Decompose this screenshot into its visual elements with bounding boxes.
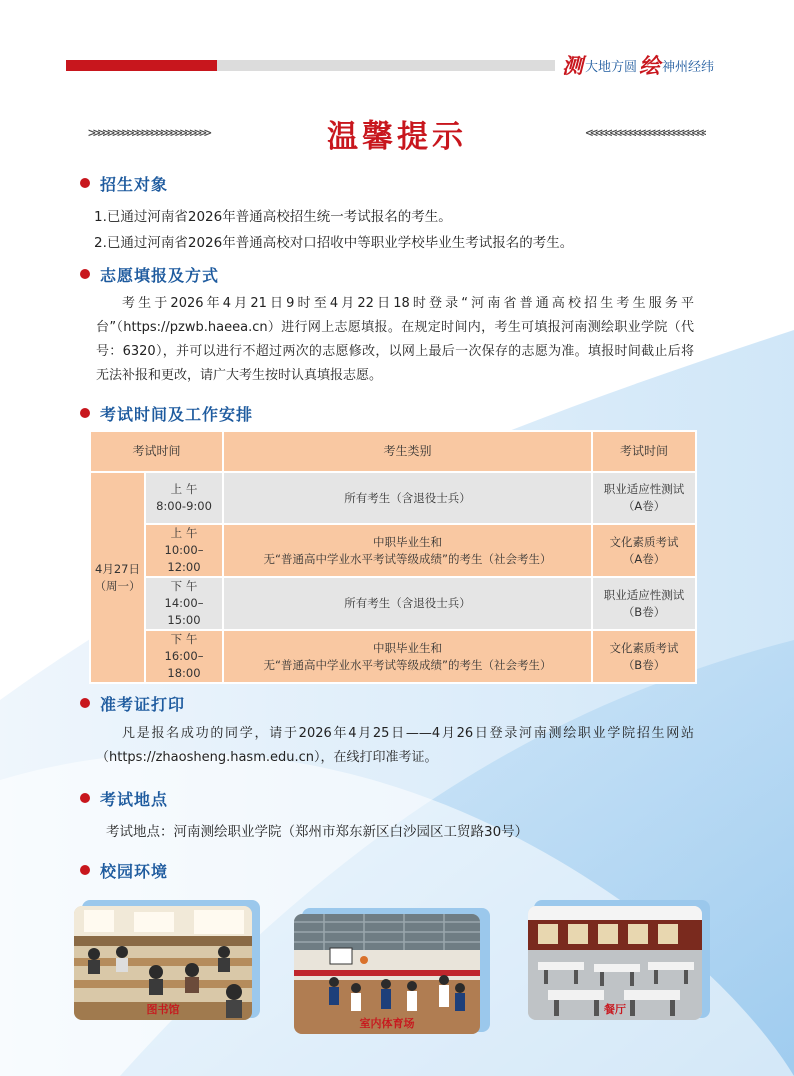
title-deco-left: >>>>>>>>>>>>>>>>>>>>>>>>>	[88, 125, 209, 141]
bullet-dot-icon	[80, 178, 90, 188]
type-cell: 所有考生（含退役士兵）	[223, 577, 592, 630]
table-row	[90, 524, 696, 577]
photo-canteen	[528, 900, 710, 1024]
header-bar-gray	[217, 60, 555, 71]
photo-caption: 图书馆	[146, 1003, 180, 1016]
time-cell: 上 午 10:00–12:00	[145, 524, 223, 577]
table-row	[90, 577, 696, 630]
section-location-heading: 考试地点	[80, 786, 168, 810]
title-row	[88, 112, 706, 154]
slogan-char-2: 绘	[639, 53, 661, 78]
type-cell: 中职毕业生和 无“普通高中学业水平考试等级成绩”的考生（社会考生）	[223, 524, 592, 577]
time-cell: 下 午 16:00–18:00	[145, 630, 223, 683]
section-application-heading: 志愿填报及方式	[80, 262, 219, 286]
header-bar-red	[66, 60, 217, 71]
header-cell-type: 考生类别	[223, 431, 592, 472]
header-cell-exam: 考试时间	[592, 431, 696, 472]
slogan-char-1: 测	[562, 53, 583, 78]
photo-caption: 室内体育场	[359, 1017, 415, 1030]
table-row	[90, 630, 696, 683]
slogan-text-1: 大地方圆	[585, 59, 638, 75]
target-item-1: 1.已通过河南省2026年普通高校招生统一考试报名的考生。	[94, 209, 452, 225]
exam-cell: 文化素质考试 （A卷）	[592, 524, 696, 577]
date-cell: 4月27日 （周一）	[90, 472, 145, 683]
type-cell: 所有考生（含退役士兵）	[223, 472, 592, 524]
exam-cell: 职业适应性测试 （B卷）	[592, 577, 696, 630]
photo-gym	[294, 908, 490, 1036]
bullet-dot-icon	[80, 269, 90, 279]
bullet-dot-icon	[80, 698, 90, 708]
slogan-text-2: 神州经纬	[662, 59, 715, 75]
type-cell: 中职毕业生和 无“普通高中学业水平考试等级成绩”的考生（社会考生）	[223, 630, 592, 683]
application-text: 考生于2026年4月21日9时至4月22日18时登录“河南省普通高校招生考生服务平台”（https://pzwb.haeea.cn）进行网上志愿填报。在规定时间内，考生可填报河南测绘职业学院（代号：6320），并可以进行不超过两次的志愿修改，以网上最后一次保存的志愿为准。填报时间截止后将无法补报和更改，请广大考生按时认真填报志愿。	[96, 296, 694, 383]
bullet-dot-icon	[80, 408, 90, 418]
photo-caption: 餐厅	[604, 1003, 626, 1016]
section-admission-heading: 准考证打印	[80, 691, 185, 715]
time-cell: 上 午 8:00-9:00	[145, 472, 223, 524]
target-item-2: 2.已通过河南省2026年普通高校对口招收中等职业学校毕业生考试报名的考生。	[94, 235, 574, 251]
section-target-heading: 招生对象	[80, 171, 168, 195]
header-cell-time: 考试时间	[90, 431, 223, 472]
exam-cell: 文化素质考试 （B卷）	[592, 630, 696, 683]
page-title: 温馨提示	[327, 118, 467, 155]
section-schedule-heading: 考试时间及工作安排	[80, 401, 253, 425]
title-deco-right: <<<<<<<<<<<<<<<<<<<<<<<<<	[585, 125, 706, 141]
admission-text: 凡是报名成功的同学，请于2026年4月25日——4月26日登录河南测绘职业学院招生网站（https://zhaosheng.hasm.edu.cn），在线打印准考证。	[96, 726, 694, 765]
table-header-row	[90, 431, 696, 472]
exam-schedule-table	[89, 430, 697, 684]
exam-cell: 职业适应性测试 （A卷）	[592, 472, 696, 524]
bullet-dot-icon	[80, 865, 90, 875]
bullet-dot-icon	[80, 793, 90, 803]
section-campus-heading: 校园环境	[80, 858, 168, 882]
table-row	[90, 472, 696, 524]
time-cell: 下 午 14:00–15:00	[145, 577, 223, 630]
photo-library	[74, 900, 260, 1024]
header-slogan	[560, 50, 714, 80]
location-text: 考试地点：河南测绘职业学院（郑州市郑东新区白沙园区工贸路30号）	[106, 824, 529, 840]
